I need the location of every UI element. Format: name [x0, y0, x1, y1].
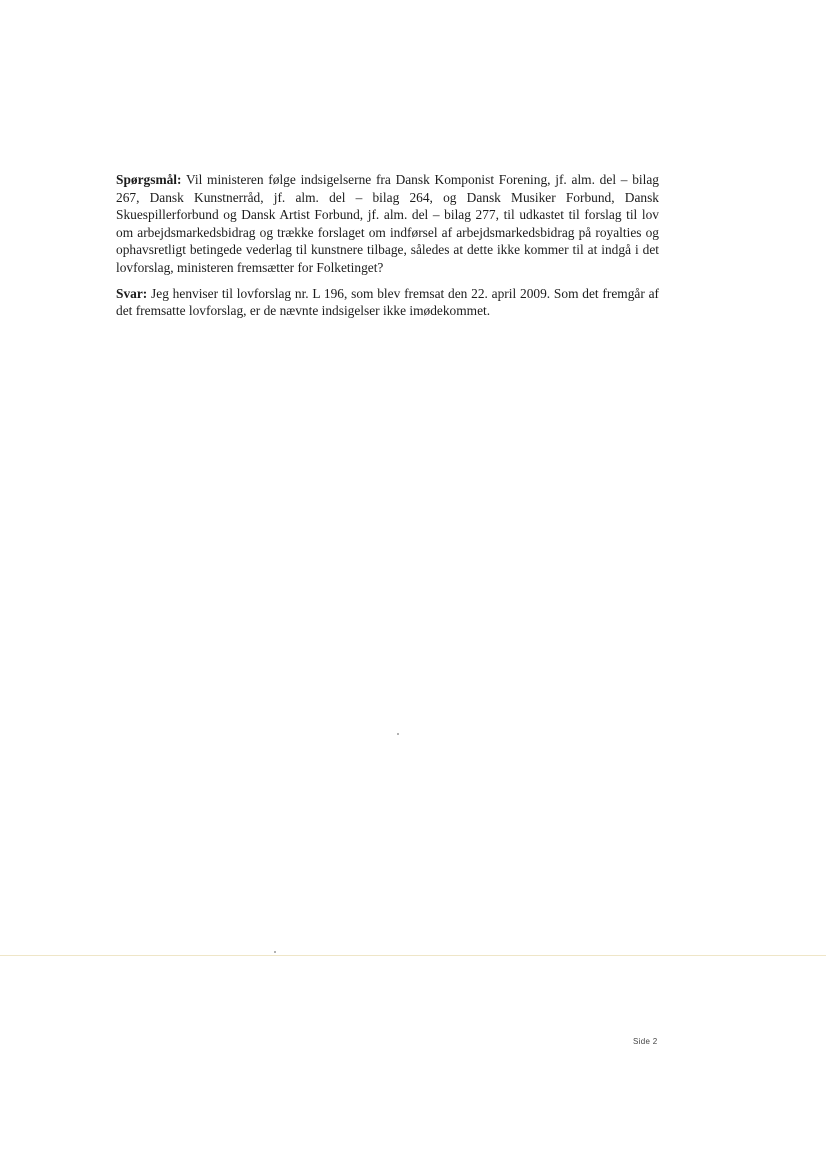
answer-label: Svar:	[116, 285, 148, 301]
question-paragraph	[116, 171, 659, 277]
scan-speck	[274, 951, 276, 953]
answer-text: Jeg henviser til lovforslag nr. L 196, som blev fremsat den 22. april 2009. Som det fremgår af det fremsatte lovforslag, er de nævnte indsigelser ikke imødekommet.	[116, 285, 659, 319]
question-label: Spørgsmål:	[116, 172, 182, 187]
document-body	[116, 171, 659, 328]
answer-paragraph	[116, 285, 659, 320]
page-number: Side 2	[633, 1037, 658, 1046]
question-text: Vil ministeren følge indsigelserne fra Dansk Komponist Forening, jf. alm. del – bilag 267, Dansk Kunstnerråd, jf. alm. del – bilag 264, og Dansk Musiker Forbund, Dansk Skuespillerforbund og Dansk Artist Forbund, jf. alm. del – bilag 277, til udkastet til forslag til lov om arbejdsmarkedsbidrag og trække forslaget om indførsel af arbejdsmarkedsbidrag på royalties og ophavsretligt betingede vederlag til kunstnere tilbage, således at dette ikke kommer til at indgå i det lovforslag, ministeren fremsætter for Folketinget?	[116, 172, 659, 275]
scan-speck	[397, 733, 399, 735]
scan-fold-line	[0, 955, 826, 956]
